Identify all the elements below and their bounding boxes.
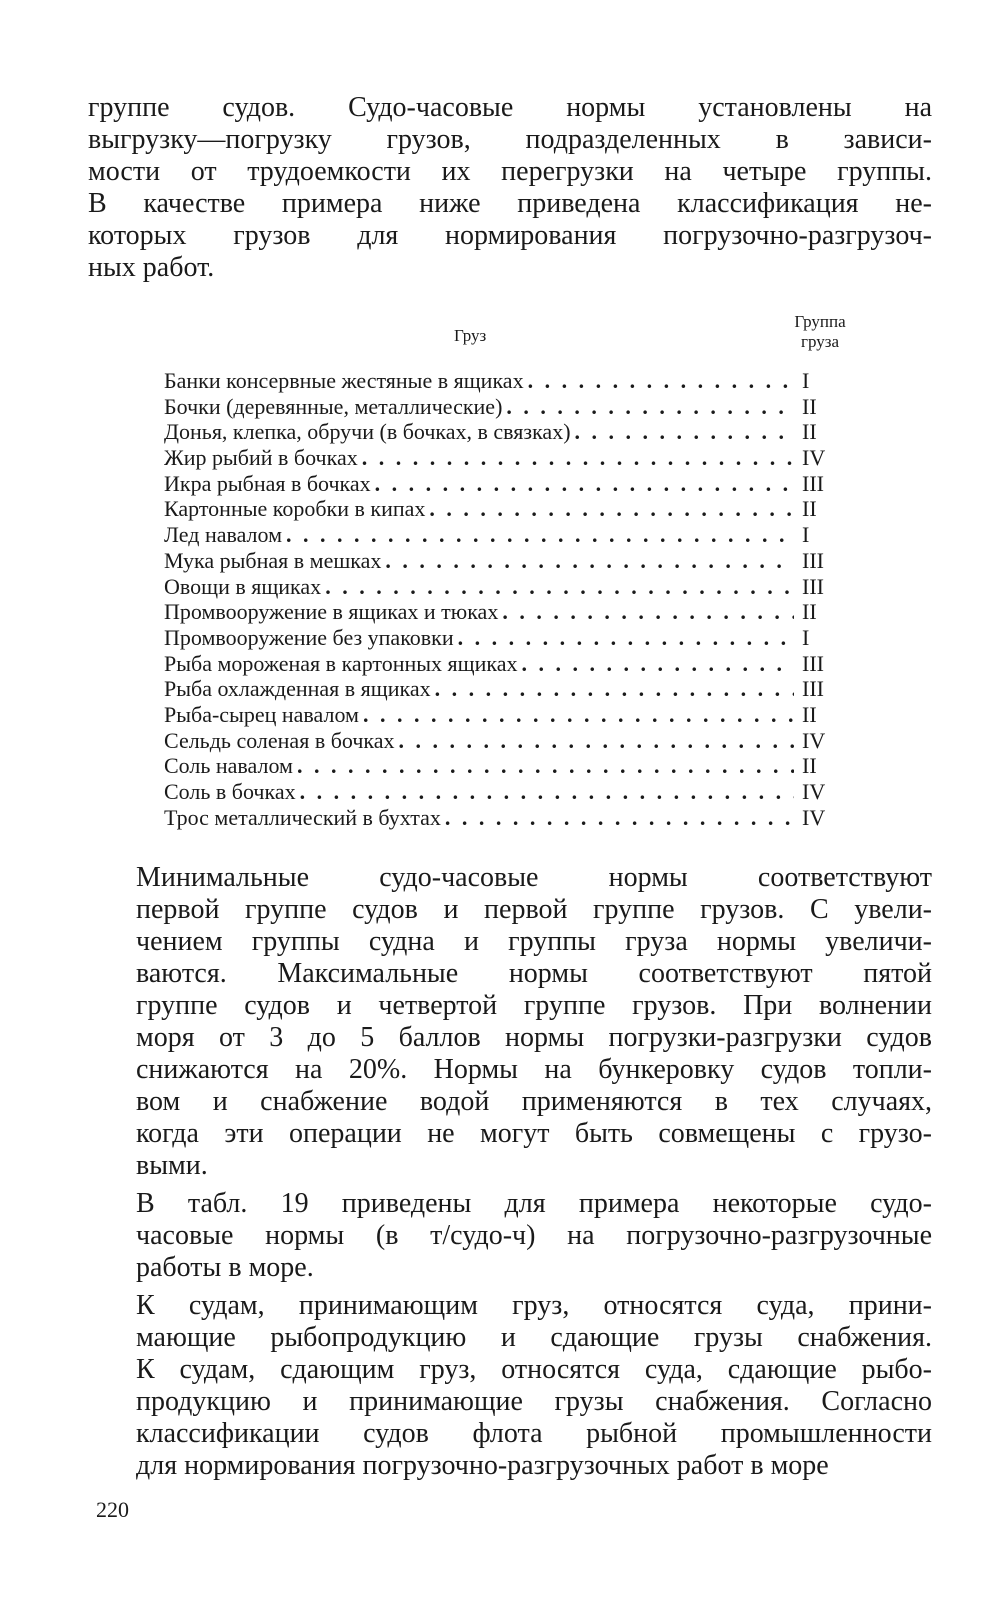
main-text xyxy=(88,862,932,1488)
cargo-group: III xyxy=(802,547,824,573)
header-group-line1: Группа xyxy=(794,312,846,331)
table-row xyxy=(164,471,862,497)
cargo-group: I xyxy=(802,522,810,548)
table-row xyxy=(164,779,862,805)
cargo-name: Лед навалом xyxy=(164,522,283,548)
intro-line: В качестве примера ниже приведена классификация не- xyxy=(88,188,932,219)
table-row xyxy=(164,574,862,600)
cargo-group: I xyxy=(802,624,810,650)
table-body xyxy=(164,368,862,830)
cargo-group: II xyxy=(802,496,817,522)
cargo-name: Промвооружение в ящиках и тюках xyxy=(164,599,499,625)
cargo-group: II xyxy=(802,419,817,445)
para3-line: К судам, принимающим груз, относятся суда, прини- xyxy=(136,1290,932,1321)
page-number: 220 xyxy=(96,1497,129,1522)
para1-line: ваются. Максимальные нормы соответствуют пятой xyxy=(136,958,932,989)
dot-leader xyxy=(575,419,794,445)
table-row xyxy=(164,445,862,471)
table-row xyxy=(164,522,862,548)
para3-line: для нормирования погрузочно-разгрузочных работ в море xyxy=(136,1450,829,1481)
dot-leader xyxy=(502,599,794,625)
cargo-name: Бочки (деревянные, металлические) xyxy=(164,393,503,419)
para1-line: выми. xyxy=(136,1150,208,1181)
cargo-classification-table xyxy=(164,312,862,830)
para1-line: моря от 3 до 5 баллов нормы погрузки-разгрузки судов xyxy=(136,1022,932,1053)
para1-line: когда эти операции не могут быть совмещены с грузо- xyxy=(136,1118,932,1149)
intro-line: которых грузов для нормирования погрузочно-разгрузоч- xyxy=(88,220,932,251)
cargo-name: Рыба-сырец навалом xyxy=(164,701,359,727)
table-row xyxy=(164,676,862,702)
dot-leader xyxy=(506,394,794,420)
para2-line: работы в море. xyxy=(136,1252,314,1283)
dot-leader xyxy=(435,676,794,702)
dot-leader xyxy=(286,522,794,548)
table-header xyxy=(164,312,862,364)
table-row xyxy=(164,419,862,445)
dot-leader xyxy=(297,753,794,779)
cargo-group: II xyxy=(802,753,817,779)
cargo-name: Сельдь соленая в бочках xyxy=(164,727,395,753)
table-row xyxy=(164,394,862,420)
para3-line: классификации судов флота рыбной промышленности xyxy=(136,1418,932,1449)
para1-line: группе судов и четвертой группе грузов. При волнении xyxy=(136,990,932,1021)
dot-leader xyxy=(399,728,794,754)
dot-leader xyxy=(445,805,794,831)
table-row xyxy=(164,368,862,394)
cargo-name: Жир рыбий в бочках xyxy=(164,445,358,471)
cargo-name: Соль навалом xyxy=(164,753,293,779)
para3-line: продукцию и принимающие грузы снабжения. Согласно xyxy=(136,1386,932,1417)
intro-line: ных работ. xyxy=(88,252,215,283)
para1-line: чением группы судна и группы груза нормы увеличи- xyxy=(136,926,932,957)
dot-leader xyxy=(528,368,794,394)
cargo-group: III xyxy=(802,470,824,496)
table-row xyxy=(164,548,862,574)
cargo-group: IV xyxy=(802,779,826,804)
dot-leader xyxy=(325,574,794,600)
cargo-name: Рыба охлажденная в ящиках xyxy=(164,676,431,702)
para1-line: Минимальные судо-часовые нормы соответствуют xyxy=(136,862,932,893)
table-row xyxy=(164,599,862,625)
intro-line: мости от трудоемкости их перегрузки на четыре группы. xyxy=(88,156,932,187)
para3-line: мающие рыбопродукцию и сдающие грузы снабжения. xyxy=(136,1322,932,1353)
cargo-group: I xyxy=(802,368,810,393)
intro-line: группе судов. Судо-часовые нормы установлены на xyxy=(88,92,932,123)
cargo-group: III xyxy=(802,573,824,599)
cargo-name: Соль в бочках xyxy=(164,779,296,804)
table-row xyxy=(164,651,862,677)
cargo-name: Промвооружение без упаковки xyxy=(164,624,454,650)
para2-line: В табл. 19 приведены для примера некоторые судо- xyxy=(136,1188,932,1219)
cargo-name: Икра рыбная в бочках xyxy=(164,470,371,496)
cargo-name: Мука рыбная в мешках xyxy=(164,547,382,573)
cargo-name: Рыба мороженая в картонных ящиках xyxy=(164,650,518,676)
paragraph-table-ref xyxy=(88,1188,932,1284)
intro-text xyxy=(88,92,932,284)
cargo-group: IV xyxy=(802,445,826,471)
para1-line: вом и снабжение водой применяются в тех случаях, xyxy=(136,1086,932,1117)
paragraph-receiving-vessels xyxy=(88,1290,932,1482)
dot-leader xyxy=(385,548,794,574)
dot-leader xyxy=(362,445,794,471)
dot-leader xyxy=(458,625,794,651)
header-group-line2: груза xyxy=(800,332,839,351)
cargo-group: IV xyxy=(802,804,826,830)
table-row xyxy=(164,702,862,728)
para1-line: первой группе судов и первой группе грузов. С увели- xyxy=(136,894,932,925)
dot-leader xyxy=(375,471,794,497)
header-group xyxy=(778,312,862,352)
cargo-group: II xyxy=(802,393,817,419)
table-row xyxy=(164,728,862,754)
para3-line: К судам, сдающим груз, относятся суда, сдающие рыбо- xyxy=(136,1354,932,1385)
cargo-name: Донья, клепка, обручи (в бочках, в связках) xyxy=(164,419,571,445)
cargo-group: IV xyxy=(802,727,826,753)
table-row xyxy=(164,805,862,831)
intro-paragraph xyxy=(88,92,932,284)
paragraph-min-norms xyxy=(88,862,932,1182)
cargo-group: III xyxy=(802,650,824,676)
cargo-name: Картонные коробки в кипах xyxy=(164,496,426,522)
cargo-group: II xyxy=(802,599,817,625)
table-row xyxy=(164,753,862,779)
header-cargo: Груз xyxy=(454,326,487,345)
dot-leader xyxy=(300,779,794,805)
para1-line: снижаются на 20%. Нормы на бункеровку судов топли- xyxy=(136,1054,932,1085)
cargo-name: Банки консервные жестяные в ящиках xyxy=(164,368,524,393)
dot-leader xyxy=(363,702,794,728)
cargo-name: Трос металлический в бухтах xyxy=(164,804,441,830)
cargo-name: Овощи в ящиках xyxy=(164,573,322,599)
para2-line: часовые нормы (в т/судо-ч) на погрузочно-разгрузочные xyxy=(136,1220,932,1251)
table-row xyxy=(164,496,862,522)
cargo-group: II xyxy=(802,701,817,727)
intro-line: выгрузку—погрузку грузов, подразделенных в зависи- xyxy=(88,124,932,155)
cargo-group: III xyxy=(802,676,824,702)
dot-leader xyxy=(522,651,794,677)
dot-leader xyxy=(429,496,794,522)
table-row xyxy=(164,625,862,651)
